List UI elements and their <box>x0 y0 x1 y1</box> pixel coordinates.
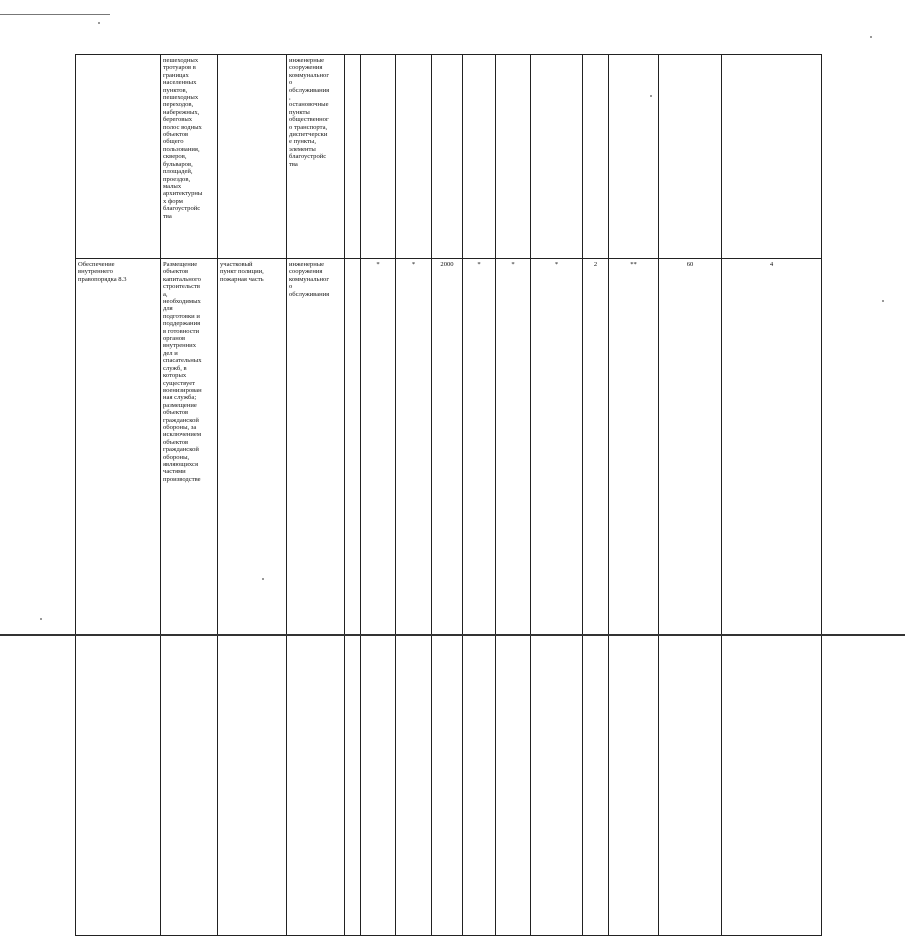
parameter-cell: * <box>531 259 583 936</box>
parameter-cell: 2 <box>583 259 609 936</box>
parameter-cell <box>463 55 496 259</box>
scan-speck <box>870 36 872 38</box>
table-row <box>76 259 822 936</box>
note-cell <box>722 55 822 259</box>
parameter-cell <box>659 55 722 259</box>
parameter-cell: * <box>496 259 531 936</box>
parameter-cell: * <box>396 259 432 936</box>
permitted-use-description-cell: Размещение объектов капитального строительств а, необходимых для подготовки и поддержания в готовности органов внутренних дел и спасательных служб, в которых существует военизирован ная служба; размещение объектов гражданской обороны, за исключением объектов гражданской обороны, являющихся частями производстве <box>161 259 218 936</box>
main-objects-cell: участковый пункт полиции, пожарная часть <box>218 259 287 936</box>
scan-edge-line <box>0 14 110 15</box>
auxiliary-use-cell: инженерные сооружения коммунальног о обслуживания , остановочные пункты общественног о транспорта, диспетчерски е пункты, элементы благоустройс тва <box>287 55 345 259</box>
auxiliary-use-cell: инженерные сооружения коммунальног о обслуживания <box>287 259 345 936</box>
parameter-cell: 60 <box>659 259 722 936</box>
main-objects-cell <box>218 55 287 259</box>
parameter-cell <box>583 55 609 259</box>
parameter-cell <box>496 55 531 259</box>
table-row <box>76 55 822 259</box>
scan-speck <box>98 22 100 24</box>
parameter-cell: 2000 <box>432 259 463 936</box>
parameter-cell <box>609 55 659 259</box>
parameter-cell: * <box>463 259 496 936</box>
parameter-cell <box>396 55 432 259</box>
spacer-cell <box>345 259 361 936</box>
scan-speck <box>882 300 884 302</box>
parameter-cell <box>531 55 583 259</box>
permitted-use-description-cell: пешеходных тротуаров в границах населенных пунктов, пешеходных переходов, набережных, береговых полос водных объектов общего пользования, скверов, бульваров, площадей, проездов, малых архитектурны х форм благоустройс тва <box>161 55 218 259</box>
parameter-cell: ** <box>609 259 659 936</box>
parameter-cell: 4 <box>722 259 822 936</box>
use-name-cell <box>76 55 161 259</box>
parameter-cell <box>361 55 396 259</box>
zoning-regulations-table <box>75 54 822 936</box>
use-name-cell: Обеспечение внутреннего правопорядка 8.3 <box>76 259 161 936</box>
scan-speck <box>40 618 42 620</box>
spacer-cell <box>345 55 361 259</box>
parameter-cell <box>432 55 463 259</box>
parameter-cell: * <box>361 259 396 936</box>
scan-edge-line <box>0 634 905 636</box>
